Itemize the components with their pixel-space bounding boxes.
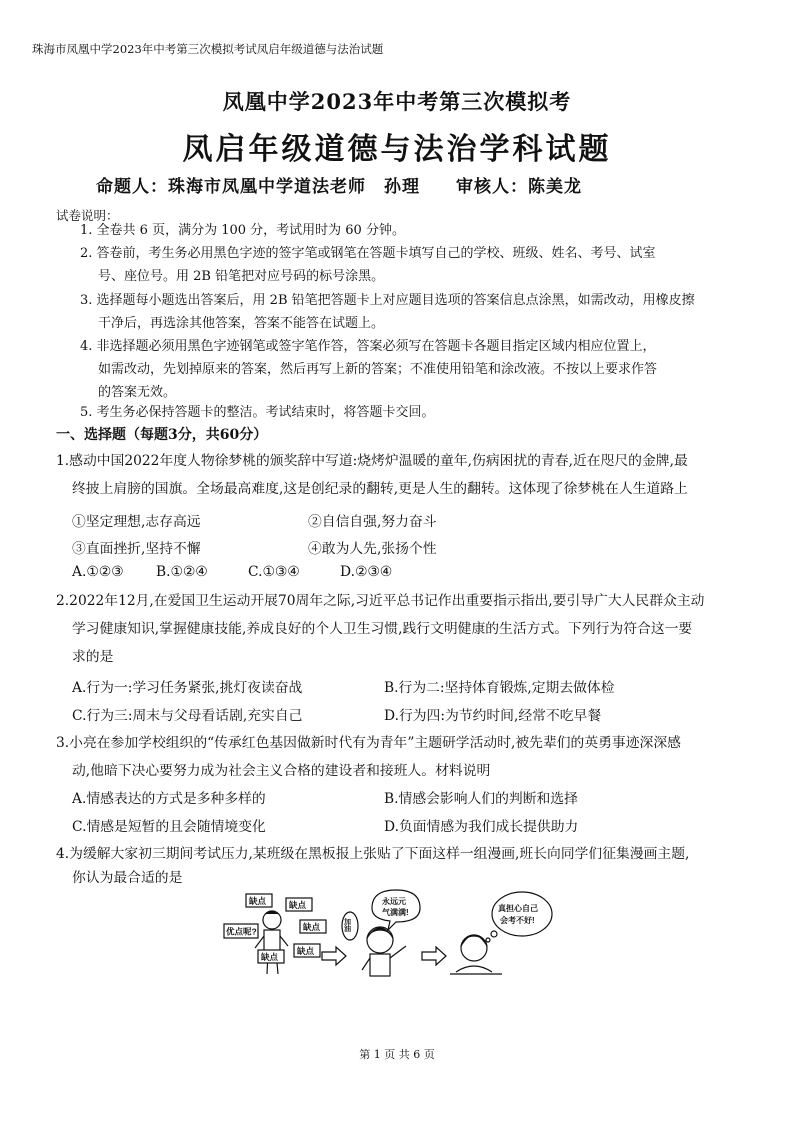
authors-line: 命题人：珠海市凤凰中学道法老师 孙理 审核人：陈美龙 (96, 177, 582, 197)
comic-arrow (322, 947, 346, 965)
page-number: 第 1 页 共 6 页 (359, 1048, 435, 1061)
q1-option-d: D.②③④ (340, 564, 393, 580)
comic-speech-line-2: 气满满! (382, 908, 409, 917)
question-1-text: 1.感动中国2022年度人物徐梦桃的颁奖辞中写道:烧烤炉温暖的童年,伤病困扰的青春,近在咫尺的金牌,最 (56, 453, 688, 469)
question-2-text: 2.2022年12月,在爱国卫生运动开展70周年之际,习近平总书记作出重要指示指出,要引导广大人民群众主动 (56, 593, 705, 609)
comic-thought-bubble (492, 892, 552, 936)
q3-option-a: A.情感表达的方式是多种多样的 (72, 791, 266, 807)
note-item: 4. 非选择题必须用黑色字迹钢笔或签字笔作答，答案必须写在答题卡各题目指定区域内相应位置上， (80, 339, 656, 354)
q1-item: ②自信自强,努力奋斗 (308, 514, 437, 530)
note-item: 3. 选择题每小题选出答案后，用 2B 铅笔把答题卡上对应题目选项的答案信息点涂黑，如需改动，用橡皮擦 (80, 293, 695, 308)
comic-boy-figure (255, 911, 288, 974)
note-item: 号、座位号。用 2B 铅笔把对应号码的标号涂黑。 (98, 269, 385, 284)
q1-option-b: B.①②④ (156, 564, 208, 580)
question-1-text: 终披上肩膀的国旗。全场最高难度,这是创纪录的翻转,更是人生的翻转。这体现了徐梦桃在人生道路上 (72, 481, 688, 497)
comic-question-label: 优点呢? (226, 926, 257, 937)
note-item: 如需改动，先划掉原来的答案，然后再写上新的答案；不准使用铅笔和涂改液。不按以上要求作答 (98, 362, 658, 377)
comic-flaw-label: 缺点 (289, 900, 307, 910)
q2-option-a: A.行为一:学习任务紧张,挑灯夜读奋战 (72, 680, 303, 696)
comic-worried-girl-figure (450, 935, 502, 974)
comic-speech-line-1: 永远元 (382, 897, 406, 906)
q2-option-b: B.行为二:坚持体育锻炼,定期去做体检 (384, 680, 615, 696)
exam-title: 凤凰中学2023年中考第三次模拟考 (222, 89, 572, 114)
note-item: 1. 全卷共 6 页，满分为 100 分，考试用时为 60 分钟。 (80, 223, 405, 238)
comic-girl-figure (362, 927, 406, 976)
question-4-text: 4.为缓解大家初三期间考试压力,某班级在黑板报上张贴了下面这样一组漫画,班长向同学们征集漫画主题, (56, 846, 690, 862)
subject-title: 凤启年级道德与法治学科试题 (182, 132, 612, 167)
question-3-text: 3.小亮在参加学校组织的“传承红色基因做新时代有为青年”主题研学活动时,被先辈们的英勇事迹深深感 (56, 735, 681, 751)
q3-option-c: C.情感是短暂的且会随情境变化 (72, 819, 266, 835)
question-3-text: 动,他暗下决心要努力成为社会主义合格的建设者和接班人。材料说明 (72, 763, 491, 779)
question-2-text: 求的是 (72, 649, 114, 665)
note-item: 的答案无效。 (98, 385, 177, 400)
q1-option-c: C.①③④ (248, 564, 300, 580)
q2-option-d: D.行为四:为节约时间,经常不吃早餐 (384, 708, 602, 724)
q1-option-a: A.①②③ (72, 564, 124, 580)
notes-label: 试卷说明： (56, 208, 119, 223)
q1-item: ①坚定理想,志存高远 (72, 514, 201, 530)
section-heading: 一、选择题（每题3分，共60分） (56, 427, 268, 443)
comic-flaw-label: 缺点 (297, 946, 315, 956)
comic-arrow (422, 947, 446, 965)
comic-cheer-text: 加油 (343, 918, 351, 932)
note-item: 5. 考生务必保持答题卡的整洁。考试结束时，将答题卡交回。 (80, 405, 435, 420)
question-2-text: 学习健康知识,掌握健康技能,养成良好的个人卫生习惯,践行文明健康的生活方式。下列行为符合这一要 (72, 621, 693, 637)
q1-item: ④敢为人先,张扬个性 (308, 541, 437, 557)
question-4-text: 你认为最合适的是 (72, 870, 183, 886)
note-item: 干净后，再选涂其他答案，答案不能答在试题上。 (98, 316, 385, 331)
q1-item: ③直面挫折,坚持不懈 (72, 541, 201, 557)
note-item: 2. 答卷前，考生务必用黑色字迹的签字笔或钢笔在答题卡填写自己的学校、班级、姓名、考号、试室 (80, 246, 656, 261)
q3-option-d: D.负面情感为我们成长提供助力 (384, 819, 579, 835)
q2-option-c: C.行为三:周末与父母看话剧,充实自己 (72, 708, 303, 724)
comic-flaw-label: 缺点 (303, 922, 321, 932)
q3-option-b: B.情感会影响人们的判断和选择 (384, 791, 578, 807)
comic-thought-line-2: 会考不好! (500, 916, 535, 925)
comic-strip (222, 888, 556, 982)
page-header: 珠海市凤凰中学2023年中考第三次模拟考试凤启年级道德与法治试题 (32, 42, 384, 56)
comic-flaw-label: 缺点 (261, 952, 279, 962)
comic-thought-line-1: 真担心自己 (498, 904, 538, 913)
comic-flaw-label: 缺点 (249, 896, 267, 906)
